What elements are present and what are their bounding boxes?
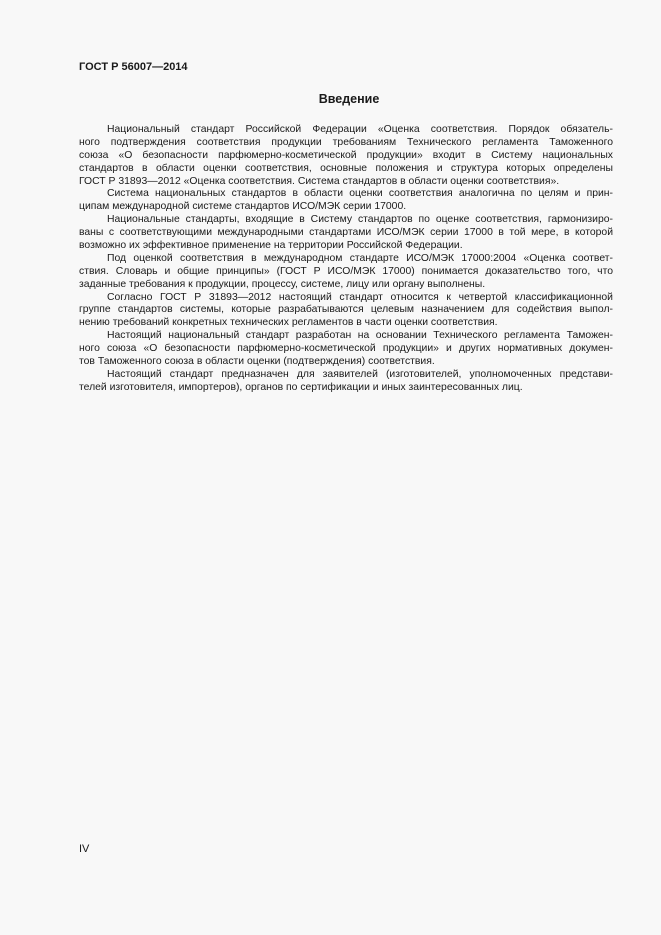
paragraph: [79, 124, 613, 188]
paragraph: [79, 292, 613, 331]
text-line: ципам международной системе стандартов ИСО/МЭК серии 17000.: [79, 201, 407, 213]
paragraph: [79, 214, 613, 253]
text-line: стандартов в области оценки соответствия, основные положения и структура которых определены: [79, 162, 613, 174]
paragraph: [79, 369, 613, 395]
text-line: Национальные стандарты, входящие в Систему стандартов по оценке соответствия, гармонизиро-: [107, 214, 613, 226]
text-line: Под оценкой соответствия в международном стандарте ИСО/МЭК 17000:2004 «Оценка соответ-: [107, 252, 613, 264]
text-line: Система национальных стандартов в области оценки соответствия аналогична по целям и прин-: [107, 188, 613, 200]
text-line: нению требований конкретных технических регламентов в части оценки соответствия.: [79, 317, 498, 329]
text-line: телей изготовителя, импортеров), органов по сертификации и иных заинтересованных лиц.: [79, 381, 523, 393]
text-line: возможно их эффективное применение на территории Российской Федерации.: [79, 240, 463, 252]
text-line: ного подтверждения соответствия продукции требованиям Технического регламента Таможенного: [79, 136, 613, 148]
text-line: Настоящий стандарт предназначен для заявителей (изготовителей, уполномоченных представи-: [107, 368, 613, 380]
text-line: группе стандартов системы, которые разрабатываются целевым назначением для содействия выпол-: [79, 304, 613, 316]
text-line: ного союза «О безопасности парфюмерно-косметической продукции» и других нормативных докумен-: [79, 343, 613, 355]
paragraph: [79, 188, 613, 214]
text-line: Национальный стандарт Российской Федерации «Оценка соответствия. Порядок обязатель-: [107, 124, 613, 135]
text-line: тов Таможенного союза в области оценки (подтверждения) соответствия.: [79, 356, 435, 368]
text-line: заданные требования к продукции, процессу, системе, лицу или органу выполнены.: [79, 278, 486, 290]
text-line: ваны с соответствующими международными стандартами ИСО/МЭК серии 17000 в той мере, в которой: [79, 227, 613, 239]
document-body: [79, 124, 613, 395]
text-line: Согласно ГОСТ Р 31893—2012 настоящий стандарт относится к четвертой классификационной: [107, 291, 613, 303]
text-line: Настоящий национальный стандарт разработан на основании Технического регламента Таможен-: [107, 330, 613, 342]
section-title: Введение: [318, 92, 380, 106]
paragraph: [79, 330, 613, 369]
text-line: ствия. Словарь и общие принципы» (ГОСТ Р ИСО/МЭК 17000) понимается доказательство того, что: [79, 265, 613, 277]
page-number: IV: [79, 843, 90, 855]
text-line: ГОСТ Р 31893—2012 «Оценка соответствия. Система стандартов в области оценки соответствия».: [79, 175, 560, 187]
document-header: ГОСТ Р 56007—2014: [79, 61, 188, 73]
text-line: союза «О безопасности парфюмерно-косметической продукции» входит в Систему национальных: [79, 149, 613, 161]
paragraph: [79, 253, 613, 292]
